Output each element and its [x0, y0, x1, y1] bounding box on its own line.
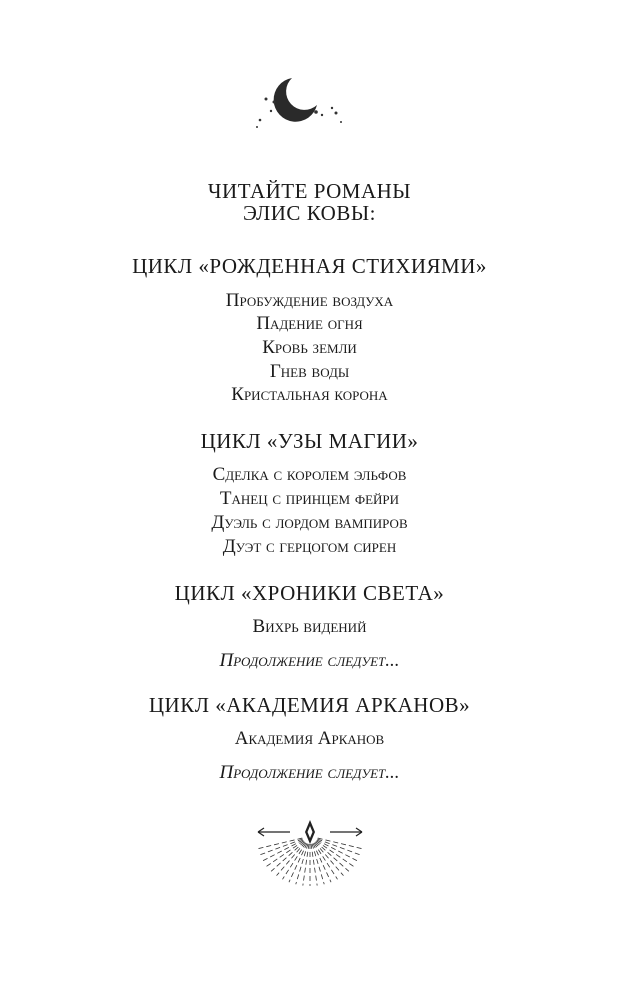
book-title: Дуэт с герцогом сирен	[222, 536, 397, 557]
book-title: Танец с принцем фейри	[219, 488, 400, 509]
series-title: ЦИКЛ «АКАДЕМИЯ АРКАНОВ»	[148, 693, 471, 717]
intro-line-1: ЧИТАЙТЕ РОМАНЫ	[207, 179, 412, 203]
series-title: ЦИКЛ «УЗЫ МАГИИ»	[200, 429, 419, 453]
book-title: Академия Арканов	[234, 728, 385, 749]
continuation-note: Продолжение следует...	[219, 650, 400, 671]
book-title: Падение огня	[256, 313, 363, 334]
book-title: Кровь земли	[262, 337, 357, 358]
continuation-note: Продолжение следует...	[219, 762, 400, 783]
intro-line-2: ЭЛИС КОВЫ:	[242, 201, 376, 225]
crescent-moon-icon	[240, 60, 380, 130]
book-title: Пробуждение воздуха	[225, 290, 394, 311]
book-title: Вихрь видений	[252, 616, 367, 637]
series-title: ЦИКЛ «ХРОНИКИ СВЕТА»	[174, 581, 445, 605]
book-title: Гнев воды	[269, 361, 350, 382]
book-title: Кристальная корона	[231, 384, 388, 405]
book-title: Дуэль с лордом вампиров	[211, 512, 408, 533]
star-rays-ornament-icon	[240, 810, 380, 890]
series-title: ЦИКЛ «РОЖДЕННАЯ СТИХИЯМИ»	[132, 254, 487, 278]
book-title: Сделка с королем эльфов	[212, 464, 407, 485]
